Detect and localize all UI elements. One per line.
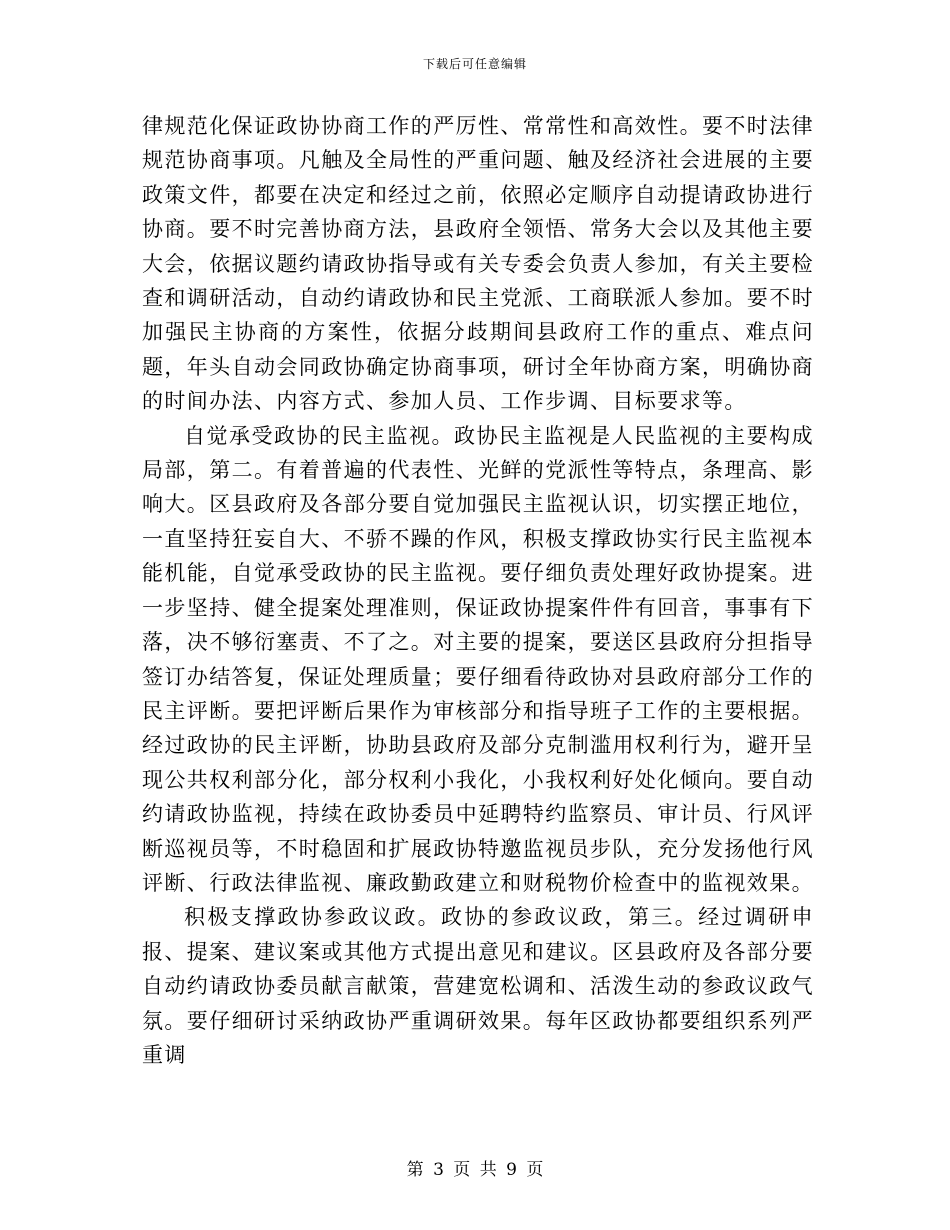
page-footer: 第 3 页 共 9 页 — [406, 1160, 544, 1180]
paragraph: 律规范化保证政协协商工作的严厉性、常常性和高效性。要不时法律规范协商事项。凡触及全局性的严重问题、触及经济社会进展的主要政策文件，都要在决定和经过之前，依照必定顺序自动提请政协进行协商。要不时完善协商方法，县政府全领悟、常务大会以及其他主要大会，依据议题约请政协指导或有关专委会负责人参加，有关主要检查和调研活动，自动约请政协和民主党派、工商联派人参加。要不时加强民主协商的方案性，依据分歧期间县政府工作的重点、难点问题，年头自动会同政协确定协商事项，研讨全年协商方案，明确协商的时间办法、内容方式、参加人员、工作步调、目标要求等。 — [142, 114, 814, 414]
paragraph: 积极支撑政协参政议政。政协的参政议政，第三。经过调研申报、提案、建议案或其他方式提出意见和建议。区县政府及各部分要自动约请政协委员献言献策，营建宽松调和、活泼生动的参政议政气氛。要仔细研讨采纳政协严重调研效果。每年区政协都要组织系列严重调 — [142, 905, 814, 1067]
paragraph: 自觉承受政协的民主监视。政协民主监视是人民监视的主要构成局部，第二。有着普遍的代表性、光鲜的党派性等特点，条理高、影响大。区县政府及各部分要自觉加强民主监视认识，切实摆正地位，一直坚持狂妄自大、不骄不躁的作风，积极支撑政协实行民主监视本能机能，自觉承受政协的民主监视。要仔细负责处理好政协提案。进一步坚持、健全提案处理准则，保证政协提案件件有回音，事事有下落，决不够衍塞责、不了之。对主要的提案，要送区县政府分担指导签订办结答复，保证处理质量；要仔细看待政协对县政府部分工作的民主评断。要把评断后果作为审核部分和指导班子工作的主要根据。经过政协的民主评断，协助县政府及部分克制滥用权利行为，避开呈现公共权利部分化，部分权利小我化，小我权利好处化倾向。要自动约请政协监视，持续在政协委员中延聘特约监察员、审计员、行风评断巡视员等，不时稳固和扩展政协特邀监视员步队，充分发扬他行风评断、行政法律监视、廉政勤政建立和财税物价检查中的监视效果。 — [142, 423, 814, 895]
document-body — [142, 109, 814, 1072]
page-header: 下载后可任意编辑 — [422, 57, 527, 71]
